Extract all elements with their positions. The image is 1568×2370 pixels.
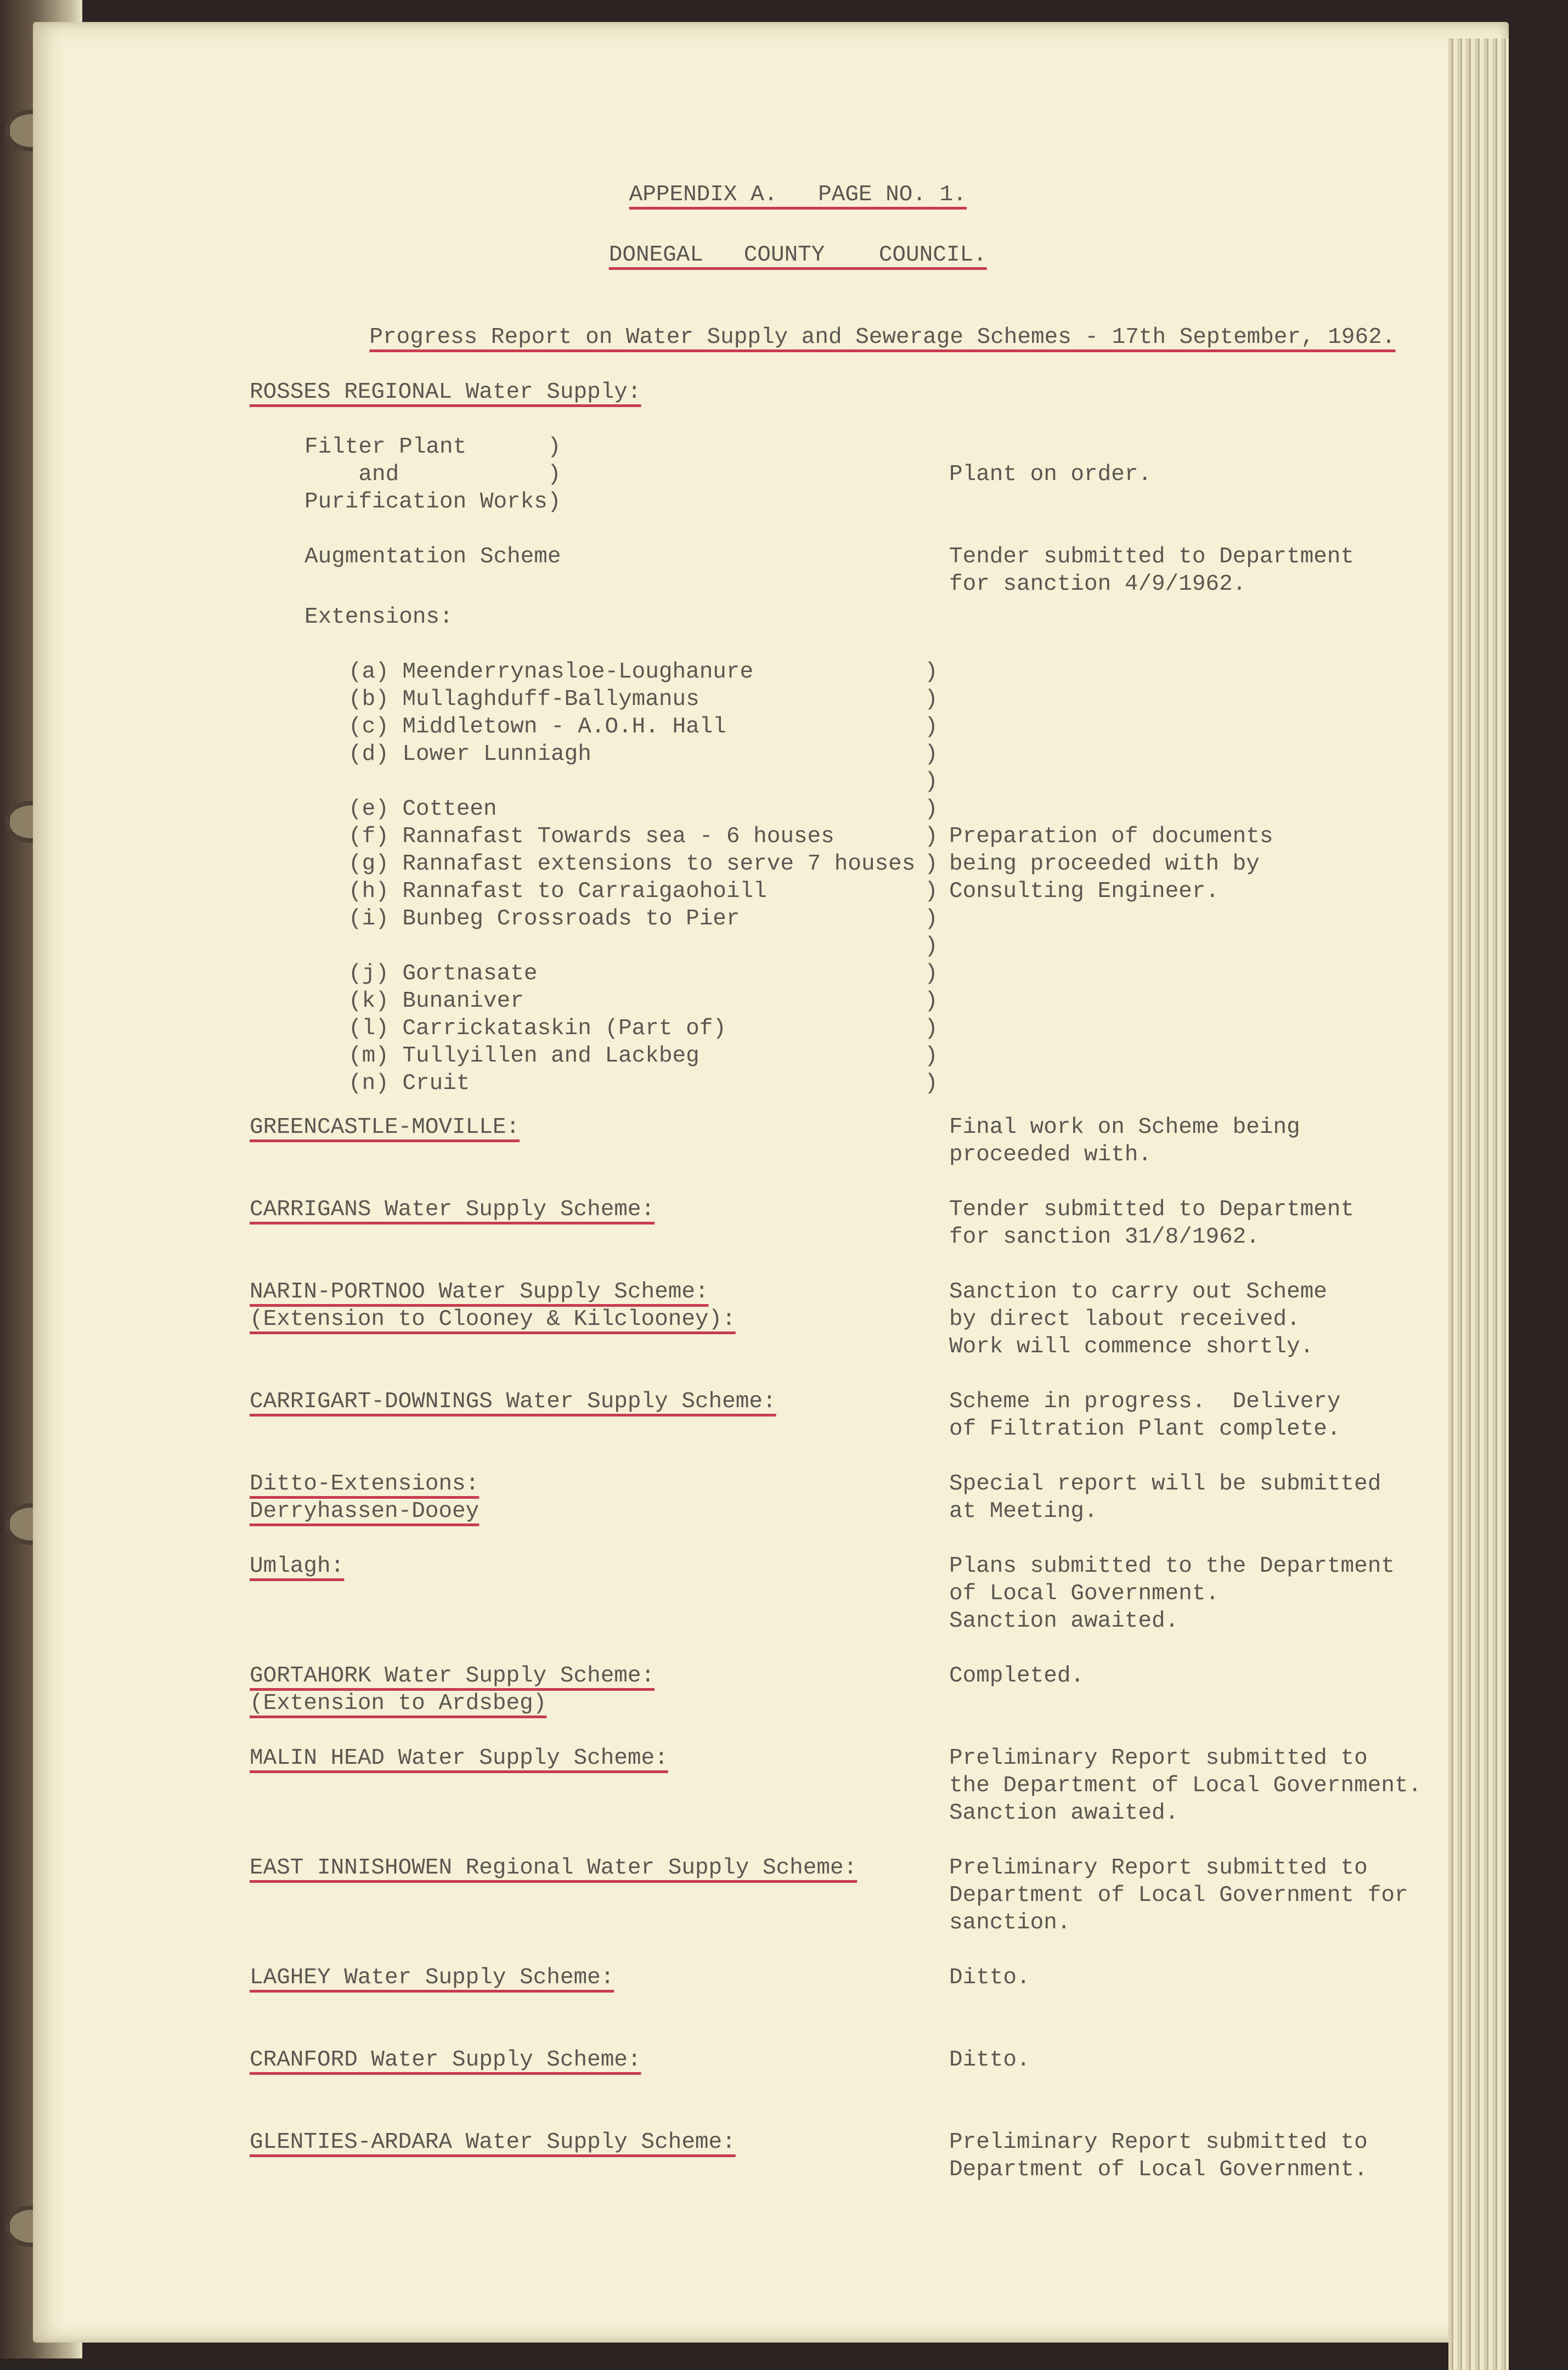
scheme-status: Preliminary Report submitted to the Department of Local Government. Sanction awaited. bbox=[949, 1746, 1422, 1826]
extensions-label: Extensions: bbox=[304, 605, 453, 630]
extension-item: (i) Bunbeg Crossroads to Pier bbox=[348, 906, 740, 932]
scheme-status: Final work on Scheme being proceeded with. bbox=[949, 1115, 1300, 1167]
augmentation-label: Augmentation Scheme bbox=[304, 544, 561, 569]
scheme-name-line-2: (Extension to Ardsbeg) bbox=[250, 1691, 547, 1716]
extension-item: (e) Cotteen bbox=[348, 797, 497, 822]
extensions-status-3: Consulting Engineer. bbox=[949, 879, 1220, 904]
filter-line-3: Purification Works) bbox=[304, 489, 561, 515]
scheme-name: GREENCASTLE-MOVILLE: bbox=[250, 1115, 520, 1140]
council-text: DONEGAL COUNTY COUNCIL. bbox=[608, 242, 987, 268]
scheme-name: LAGHEY Water Supply Scheme: bbox=[250, 1965, 614, 1990]
scheme-status: Completed. bbox=[949, 1663, 1085, 1689]
scheme-name-line-2: (Extension to Clooney & Kilclooney): bbox=[250, 1307, 736, 1332]
page-edges bbox=[1448, 38, 1509, 2370]
report-title-text: Progress Report on Water Supply and Sewerage Schemes - 17th September, 1962. bbox=[369, 325, 1396, 350]
scheme-name: CARRIGART-DOWNINGS Water Supply Scheme: bbox=[250, 1389, 776, 1414]
scheme-name: CARRIGANS Water Supply Scheme: bbox=[250, 1197, 655, 1222]
scheme-status: Preliminary Report submitted to Department of Local Government for sanction. bbox=[949, 1855, 1408, 1936]
scheme-status: Tender submitted to Department for sanction 31/8/1962. bbox=[949, 1197, 1355, 1250]
scheme-status: Scheme in progress. Delivery of Filtration Plant complete. bbox=[949, 1389, 1341, 1442]
extension-item: (a) Meenderrynasloe-Loughanure bbox=[348, 659, 754, 685]
scheme-name: GLENTIES-ARDARA Water Supply Scheme: bbox=[250, 2130, 736, 2155]
council-heading bbox=[33, 214, 1509, 296]
extensions-status-2: being proceeded with by bbox=[949, 851, 1260, 877]
scheme-status: Plans submitted to the Department of Local Government. Sanction awaited. bbox=[949, 1554, 1395, 1634]
filter-line-2: and ) bbox=[304, 462, 561, 487]
scheme-status: Special report will be submitted at Meeting. bbox=[949, 1471, 1381, 1524]
scheme-name: GORTAHORK Water Supply Scheme: bbox=[250, 1663, 655, 1689]
scheme-name: MALIN HEAD Water Supply Scheme: bbox=[250, 1746, 668, 1771]
extension-item: (l) Carrickataskin (Part of) bbox=[348, 1016, 726, 1041]
scheme-name: CRANFORD Water Supply Scheme: bbox=[250, 2047, 641, 2073]
report-title bbox=[315, 296, 1395, 379]
extension-item: (b) Mullaghduff-Ballymanus bbox=[348, 687, 700, 712]
scheme-status: Preliminary Report submitted to Department of Local Government. bbox=[949, 2130, 1368, 2182]
extensions-status-1: Preparation of documents bbox=[949, 824, 1273, 849]
scheme-name-line-2: Derryhassen-Dooey bbox=[250, 1499, 480, 1524]
scheme-name: EAST INNISHOWEN Regional Water Supply Scheme: bbox=[250, 1855, 858, 1881]
extension-item: (h) Rannafast to Carraigaohoill bbox=[348, 879, 767, 904]
extension-item: (m) Tullyillen and Lackbeg bbox=[348, 1043, 700, 1069]
scheme-status: Sanction to carry out Scheme by direct labout received. Work will commence shortly. bbox=[949, 1279, 1327, 1359]
scheme-status: Ditto. bbox=[949, 2047, 1030, 2073]
scheme-name: NARIN-PORTNOO Water Supply Scheme: bbox=[250, 1279, 709, 1305]
extension-item: (g) Rannafast extensions to serve 7 houses bbox=[348, 851, 916, 877]
extension-item: (f) Rannafast Towards sea - 6 houses bbox=[348, 824, 834, 849]
augmentation-status-2: for sanction 4/9/1962. bbox=[949, 572, 1246, 597]
filter-line-1: Filter Plant ) bbox=[304, 435, 561, 460]
scheme-name: Umlagh: bbox=[250, 1554, 345, 1579]
extensions-bracket: ) ) ) ) ) ) ) ) ) ) ) ) ) ) ) ) bbox=[924, 659, 938, 1096]
extension-item: (n) Cruit bbox=[348, 1071, 470, 1096]
filter-status: Plant on order. bbox=[949, 462, 1152, 487]
extension-item: (d) Lower Lunniagh bbox=[348, 742, 591, 767]
augmentation-status-1: Tender submitted to Department bbox=[949, 544, 1355, 569]
document-page bbox=[33, 22, 1509, 2343]
extension-item: (c) Middletown - A.O.H. Hall bbox=[348, 714, 726, 740]
extension-item: (k) Bunaniver bbox=[348, 989, 524, 1014]
rosses-heading: ROSSES REGIONAL Water Supply: bbox=[250, 380, 641, 405]
extension-item: (j) Gortnasate bbox=[348, 961, 538, 986]
scheme-status: Ditto. bbox=[949, 1965, 1030, 1990]
scheme-name: Ditto-Extensions: bbox=[250, 1471, 480, 1497]
appendix-text: APPENDIX A. PAGE NO. 1. bbox=[629, 182, 967, 207]
